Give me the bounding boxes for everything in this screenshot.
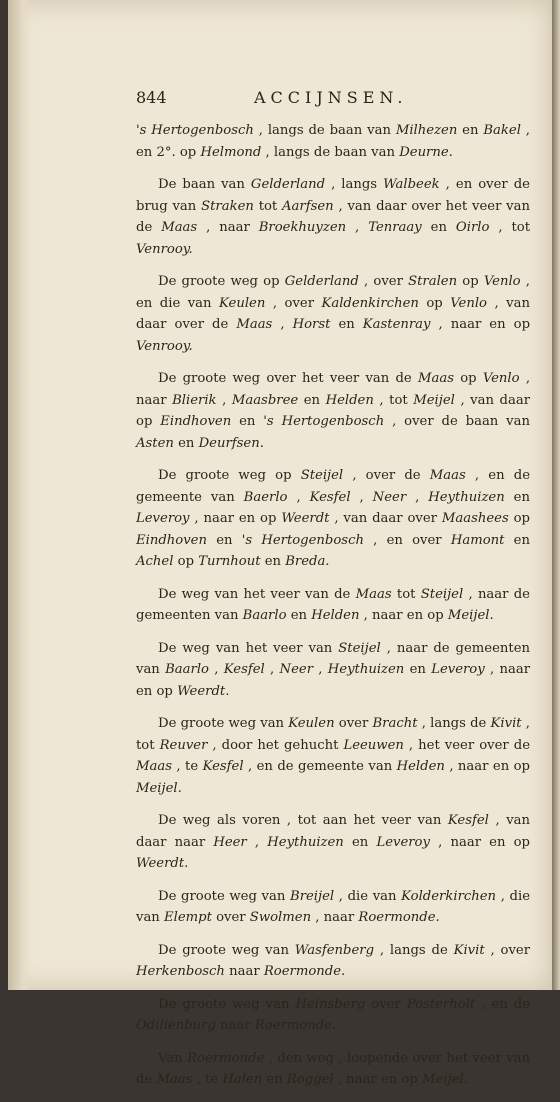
place-name: Maas bbox=[236, 317, 273, 332]
text-run: , bbox=[216, 392, 232, 408]
place-name: Kivit bbox=[453, 942, 485, 958]
place-name: Keulen bbox=[288, 716, 335, 731]
place-name: Stralen bbox=[408, 274, 458, 289]
paragraph bbox=[136, 638, 530, 703]
place-name: Leveroy bbox=[431, 662, 485, 677]
text-run: , van daar over het veer van de bbox=[136, 198, 530, 235]
place-name: Steijel bbox=[338, 640, 381, 656]
page-gutter bbox=[8, 0, 30, 990]
text-run: , die van bbox=[334, 888, 402, 904]
place-name: Helmond bbox=[200, 144, 262, 160]
text-run: , tot bbox=[373, 392, 414, 408]
place-name: Deurne. bbox=[399, 144, 453, 160]
paragraph bbox=[136, 886, 530, 929]
text-run: , over bbox=[484, 942, 531, 958]
text-run: , naar en op bbox=[430, 317, 531, 332]
place-name: Kesfel bbox=[447, 813, 489, 828]
text-run: , bbox=[272, 317, 293, 332]
place-name: Hamont bbox=[450, 532, 505, 548]
place-name: Breijel bbox=[290, 888, 335, 904]
text-run: op bbox=[418, 295, 451, 311]
paragraph bbox=[136, 940, 530, 983]
page-edge bbox=[546, 0, 560, 990]
text-run: op bbox=[457, 274, 484, 289]
place-name: Gelderland bbox=[250, 177, 326, 192]
text-run: , door het gehucht bbox=[207, 737, 344, 753]
text-run: De groote weg van bbox=[158, 716, 289, 731]
text-run: , den weg , loopende over het veer van de bbox=[136, 1050, 530, 1087]
text-run: , bbox=[350, 489, 373, 505]
text-run: De weg van het veer van de bbox=[158, 586, 356, 602]
place-name: Meijel. bbox=[447, 608, 494, 623]
place-name: Roermonde. bbox=[263, 964, 346, 979]
text-run: De weg van het veer van bbox=[158, 640, 339, 656]
place-name: Kaldenkirchen bbox=[321, 295, 419, 311]
text-run: De baan van bbox=[158, 177, 251, 192]
place-name: Breda. bbox=[285, 554, 330, 569]
place-name: Roggel bbox=[286, 1072, 334, 1087]
text-run: en bbox=[504, 489, 530, 505]
text-run: en bbox=[260, 554, 286, 569]
place-name: Baarlo bbox=[165, 662, 209, 677]
text-run: De groote weg van bbox=[158, 942, 295, 958]
text-run: , bbox=[264, 662, 280, 677]
text-run: , naar en op bbox=[333, 1072, 423, 1087]
text-run: , tot bbox=[489, 220, 531, 235]
body-text bbox=[136, 120, 530, 1102]
text-run: , naar en op bbox=[429, 834, 531, 850]
text-run: , over bbox=[265, 295, 322, 311]
place-name: Turnhout bbox=[198, 554, 261, 569]
place-name: Kolderkirchen bbox=[401, 888, 497, 904]
text-run: en bbox=[421, 220, 456, 235]
text-run: , bbox=[246, 834, 268, 850]
place-name: Maashees bbox=[441, 511, 509, 526]
place-name: Straken bbox=[201, 198, 254, 214]
text-run: , naar bbox=[136, 371, 531, 408]
text-run: over bbox=[365, 996, 407, 1012]
place-name: Weerdt bbox=[281, 511, 330, 526]
place-name: Venlo bbox=[483, 274, 521, 289]
text-run: , langs bbox=[325, 177, 384, 192]
paragraph bbox=[136, 368, 530, 454]
text-run: , die van bbox=[136, 888, 530, 925]
text-run: , van daar over bbox=[329, 511, 442, 526]
text-run: , over de bbox=[343, 468, 430, 483]
text-run: , naar bbox=[197, 220, 259, 235]
text-run: tot bbox=[391, 586, 421, 602]
place-name: Heer bbox=[213, 834, 247, 850]
text-run: Van bbox=[158, 1050, 188, 1066]
text-run: , en die van bbox=[136, 274, 530, 311]
place-name: Maas bbox=[355, 586, 392, 602]
place-name: Eindhoven bbox=[160, 414, 232, 429]
place-name: Venrooy. bbox=[136, 338, 193, 354]
text-run: naar bbox=[215, 1018, 255, 1033]
text-run: , en de gemeente van bbox=[136, 468, 530, 505]
text-run: , en over de brug van bbox=[136, 177, 530, 214]
text-run: De groote weg van bbox=[158, 888, 290, 904]
place-name: Helden bbox=[311, 608, 360, 623]
text-run: op bbox=[173, 554, 199, 569]
text-run: en bbox=[262, 1072, 287, 1087]
text-run: De groote weg op bbox=[158, 274, 285, 289]
page-number: 844 bbox=[136, 88, 167, 107]
text-run: , het veer over de bbox=[403, 737, 531, 753]
place-name: Leveroy bbox=[376, 834, 430, 850]
text-run: , en de bbox=[475, 996, 530, 1012]
text-run: , te bbox=[192, 1072, 223, 1087]
text-run: naar bbox=[224, 964, 264, 979]
place-name: Neer bbox=[372, 489, 407, 505]
place-name: Helden bbox=[396, 759, 445, 774]
place-name: Steijel bbox=[300, 468, 344, 483]
place-name: Oirlo bbox=[455, 220, 490, 235]
place-name: Bakel bbox=[483, 123, 521, 138]
text-run: , naar de gemeenten van bbox=[136, 586, 530, 623]
place-name: Swolmen bbox=[249, 910, 312, 925]
text-run: , en over bbox=[363, 532, 451, 548]
place-name: 's Hertogenbosch bbox=[136, 123, 254, 138]
place-name: Broekhuyzen bbox=[258, 220, 347, 235]
place-name: Horst bbox=[292, 317, 331, 332]
place-name: Milhezen bbox=[395, 123, 458, 138]
place-name: Roermonde. bbox=[254, 1018, 337, 1033]
place-name: Keulen bbox=[219, 295, 266, 311]
text-run: , en de gemeente van bbox=[243, 759, 397, 774]
place-name: Heythuizen bbox=[428, 489, 505, 505]
place-name: Deurfsen. bbox=[198, 435, 264, 451]
place-name: Kastenray bbox=[362, 317, 431, 332]
text-run: , naar de gemeenten van bbox=[136, 640, 530, 677]
place-name: Baarlo bbox=[242, 608, 287, 623]
text-run: , over de baan van bbox=[384, 414, 530, 429]
text-run: en bbox=[298, 392, 326, 408]
text-run: , naar en op bbox=[444, 759, 530, 774]
text-run: en bbox=[173, 435, 199, 451]
place-name: Kesfel bbox=[223, 662, 265, 677]
text-run: , van daar over de bbox=[136, 295, 530, 332]
text-run: over bbox=[334, 716, 373, 731]
place-name: Maas bbox=[136, 759, 172, 774]
place-name: Venlo bbox=[450, 295, 488, 311]
place-name: Neer bbox=[279, 662, 313, 677]
page-header bbox=[136, 88, 530, 112]
place-name: Weerdt. bbox=[136, 856, 189, 871]
text-run: , naar en op bbox=[136, 662, 531, 699]
place-name: Kesfel bbox=[202, 759, 244, 774]
text-run: en bbox=[330, 317, 363, 332]
place-name: Posterholt bbox=[406, 996, 476, 1012]
text-run: , naar en op bbox=[359, 608, 448, 623]
place-name: Leveroy bbox=[136, 511, 190, 526]
place-name: Meijel bbox=[413, 392, 455, 408]
text-run: De weg als voren , tot aan het veer van bbox=[158, 813, 448, 828]
paragraph bbox=[136, 465, 530, 573]
text-run: , naar bbox=[311, 910, 359, 925]
place-name: Weerdt. bbox=[177, 683, 230, 699]
text-run: op bbox=[508, 511, 530, 526]
paragraph bbox=[136, 174, 530, 260]
place-name: Achel bbox=[136, 554, 174, 569]
text-run: , van daar op bbox=[136, 392, 531, 429]
place-name: Odilienburg bbox=[136, 1018, 216, 1033]
text-run: De groote weg op bbox=[158, 468, 301, 483]
text-run: , bbox=[406, 489, 429, 505]
place-name: Maas bbox=[156, 1072, 193, 1087]
place-name: Venrooy. bbox=[136, 241, 193, 257]
running-head: ACCIJNSEN. bbox=[254, 88, 408, 107]
place-name: Maas bbox=[429, 468, 466, 483]
text-run: tot bbox=[253, 198, 283, 214]
place-name: Steijel bbox=[420, 586, 464, 602]
text-run: en bbox=[231, 414, 264, 429]
place-name: Roermonde. bbox=[358, 910, 440, 925]
text-run: , te bbox=[172, 759, 203, 774]
place-name: Walbeek bbox=[383, 177, 440, 192]
place-name: Meijel. bbox=[422, 1072, 468, 1087]
paragraph bbox=[136, 810, 530, 875]
text-run: , langs de bbox=[374, 942, 454, 958]
place-name: Bracht bbox=[372, 716, 418, 731]
text-run: , bbox=[346, 220, 369, 235]
text-run: , langs de bbox=[417, 716, 491, 731]
place-name: Maasbree bbox=[231, 392, 299, 408]
place-name: Heythuizen bbox=[327, 662, 405, 677]
place-name: Reuver bbox=[159, 737, 208, 753]
text-run: , tot bbox=[136, 716, 530, 753]
text-run: op bbox=[453, 371, 483, 386]
place-name: 's Hertogenbosch bbox=[263, 414, 385, 429]
place-name: Halen bbox=[222, 1072, 263, 1087]
paragraph bbox=[136, 120, 530, 163]
place-name: Gelderland bbox=[284, 274, 359, 289]
place-name: Eindhoven bbox=[136, 532, 207, 548]
text-run: , bbox=[287, 489, 310, 505]
place-name: Tenraay bbox=[368, 220, 422, 235]
text-run: , langs de baan van bbox=[253, 123, 396, 138]
text-run: , en 2°. op bbox=[136, 123, 531, 160]
paragraph bbox=[136, 713, 530, 799]
place-name: Meijel. bbox=[136, 780, 182, 796]
text-run: en bbox=[343, 834, 377, 850]
place-name: Maas bbox=[417, 371, 454, 386]
place-name: Baerlo bbox=[243, 489, 288, 505]
text-run: en bbox=[404, 662, 432, 677]
text-run: , naar en op bbox=[189, 511, 282, 526]
text-run: en bbox=[206, 532, 242, 548]
place-name: Roermonde bbox=[187, 1050, 265, 1066]
text-run: , bbox=[209, 662, 224, 677]
place-name: Leeuwen bbox=[343, 737, 404, 753]
place-name: 's Hertogenbosch bbox=[241, 532, 364, 548]
place-name: Aarfsen bbox=[282, 198, 334, 214]
place-name: Herkenbosch bbox=[136, 964, 225, 979]
text-run: en bbox=[286, 608, 312, 623]
text-run: , van daar naar bbox=[136, 813, 530, 850]
place-name: Blierik bbox=[172, 392, 217, 408]
paragraph bbox=[136, 1048, 530, 1091]
text-run: , langs de baan van bbox=[261, 144, 400, 160]
place-name: Wasfenberg bbox=[294, 942, 375, 958]
place-name: Helden bbox=[325, 392, 374, 408]
text-run: , bbox=[313, 662, 328, 677]
paragraph bbox=[136, 271, 530, 357]
place-name: Kesfel bbox=[309, 489, 351, 505]
place-name: Maas bbox=[161, 220, 198, 235]
place-name: Heythuizen bbox=[267, 834, 344, 850]
place-name: Venlo bbox=[482, 371, 520, 386]
text-run: De groote weg over het veer van de bbox=[158, 371, 418, 386]
text-run: over bbox=[211, 910, 250, 925]
place-name: Elempt bbox=[164, 910, 212, 925]
text-run: , over bbox=[358, 274, 409, 289]
text-run: en bbox=[504, 532, 530, 548]
paragraph bbox=[136, 584, 530, 627]
place-name: Heinsberg bbox=[295, 996, 366, 1012]
place-name: Kivit bbox=[490, 716, 522, 731]
place-name: Asten bbox=[136, 435, 174, 451]
text-run: De groote weg van bbox=[158, 996, 296, 1012]
text-run: en bbox=[457, 123, 484, 138]
